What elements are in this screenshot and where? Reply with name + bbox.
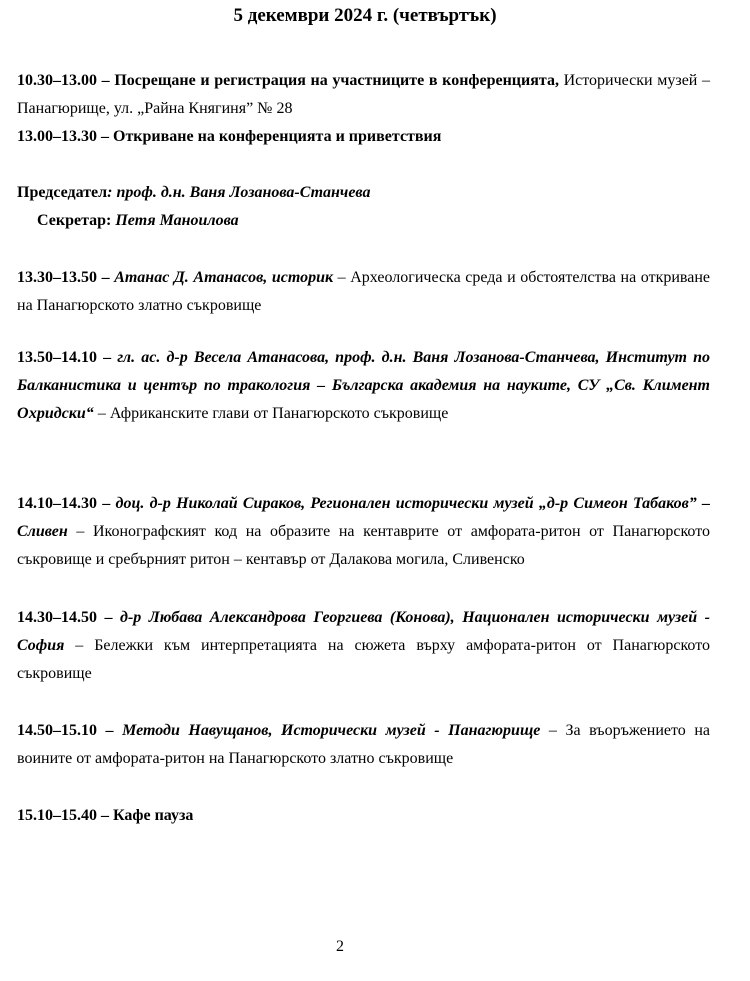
secretary-label: Секретар:	[37, 212, 116, 229]
talk-title: – Археологическа среда и обстоятелства на откриване на Панагюрското златно съкровище	[17, 269, 711, 314]
session-chair	[17, 179, 710, 207]
talk-title: – Африканските глави от Панагюрското съкровище	[93, 405, 449, 422]
talk-title: – Бележки към интерпретацията на сюжета върху амфората-ритон от Панагюрското съкровище	[17, 637, 710, 682]
chair-name: : проф. д.н. Ваня Лозанова-Станчева	[107, 184, 371, 201]
talk-atanasova	[17, 344, 710, 428]
event-location: Исторически музей – Панагюрище, ул. „Райна Княгиня” № 28	[17, 72, 711, 117]
event-title: Кафе пауза	[113, 807, 194, 824]
secretary-name: Петя Маноилова	[115, 212, 239, 229]
time-slot: 13.30–13.50 –	[17, 269, 115, 286]
speaker: доц. д-р Николай Сираков, Регионален исторически музей „д-р Симеон Табаков” – Сливен	[17, 495, 711, 540]
chair-label: Председател	[17, 184, 108, 201]
time-slot: 15.10–15.40 –	[17, 807, 113, 824]
talk-sirakov	[17, 490, 710, 574]
time-slot: 14.10–14.30 –	[17, 495, 116, 512]
talk-title: – Иконографският код на образите на кентаврите от амфората-ритон от Панагюрското съкровище и сребърният ритон – кентавър от Далакова могила, Сливенско	[17, 523, 710, 568]
talk-navushtanov	[17, 717, 710, 773]
speaker: Методи Навущанов, Исторически музей - Панагюрище	[122, 722, 541, 739]
time-slot: 14.50–15.10 –	[17, 722, 123, 739]
time-slot: 14.30–14.50 –	[17, 609, 121, 626]
speaker: Атанас Д. Атанасов, историк	[114, 269, 334, 286]
talk-georgieva	[17, 604, 710, 688]
event-title: Откриване на конференцията и приветствия	[113, 128, 442, 145]
page-number: 2	[336, 938, 344, 955]
session-secretary	[37, 207, 730, 235]
schedule-item-coffee-break	[17, 802, 710, 830]
speaker: гл. ас. д-р Весела Атанасова, проф. д.н. Ваня Лозанова-Станчева, Институт по Балканистика и център по тракология – Българска академия на науките, СУ „Св. Климент Охридски“	[17, 349, 711, 422]
talk-atanasov	[17, 264, 710, 320]
event-title: Посрещане и регистрация на участниците в конференцията,	[114, 72, 559, 89]
speaker: д-р Любава Александрова Георгиева (Конова), Национален исторически музей - София	[17, 609, 711, 654]
schedule-item-registration	[17, 67, 710, 123]
page-title: 5 декември 2024 г. (четвъртък)	[233, 5, 497, 26]
talk-title: – За въоръжението на воините от амфората-ритон на Панагюрското златно съкровище	[17, 722, 710, 767]
schedule-item-opening	[17, 123, 710, 151]
time-slot: 13.50–14.10 –	[17, 349, 118, 366]
time-slot: 10.30–13.00 –	[17, 72, 115, 89]
time-slot: 13.00–13.30 –	[17, 128, 113, 145]
